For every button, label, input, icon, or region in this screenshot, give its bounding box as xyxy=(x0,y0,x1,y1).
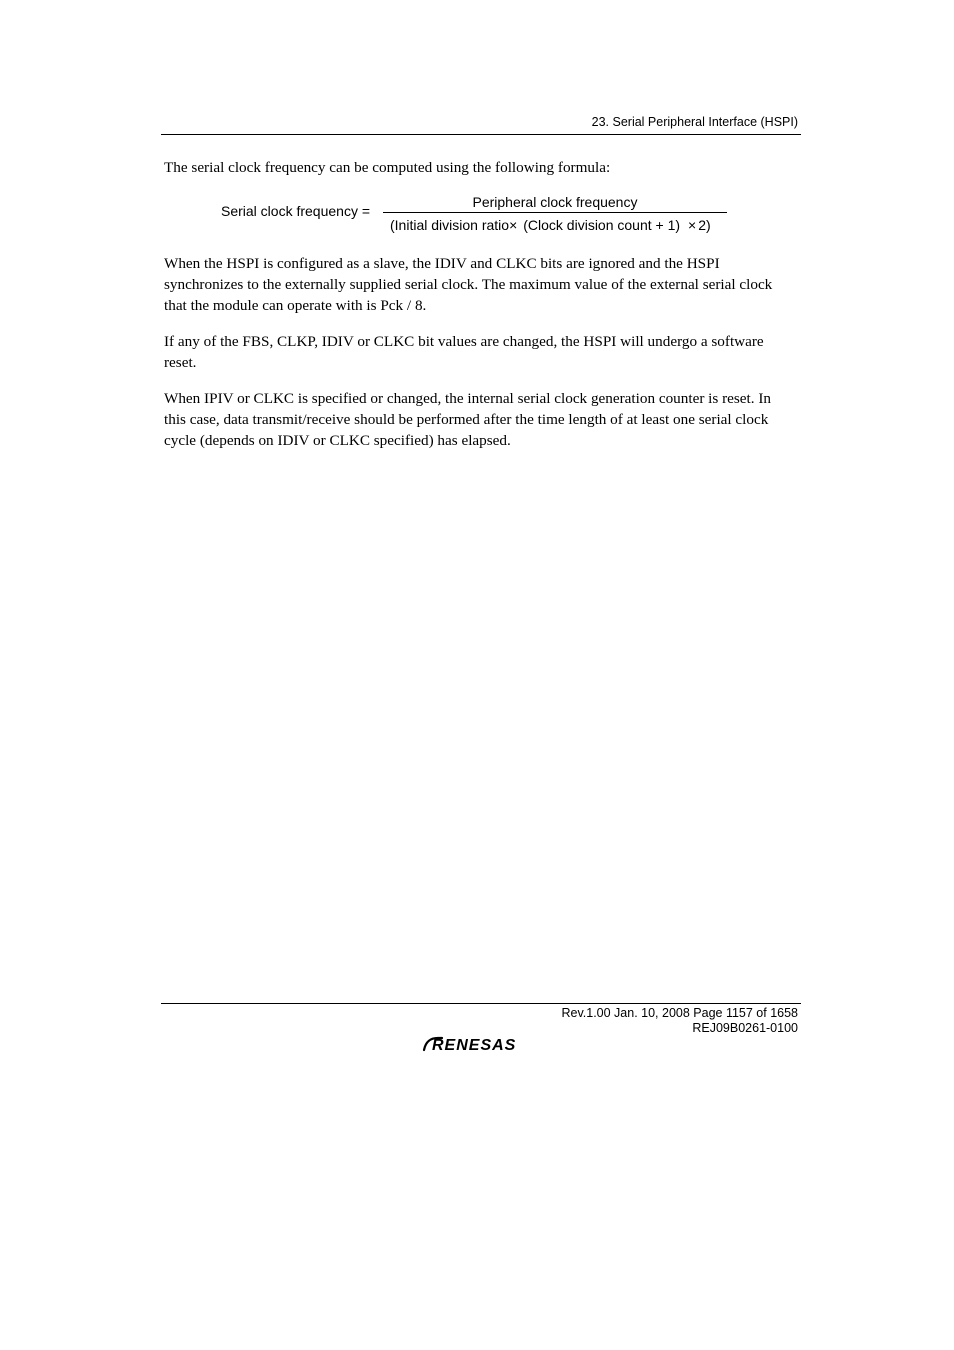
logo-wordmark: RENESAS xyxy=(432,1037,517,1054)
slave-mode-paragraph: When the HSPI is configured as a slave, the IDIV and CLKC bits are ignored and the HSPI synchronizes to the externally supplied serial clock. The maximum value of the external serial clock that the module can operate with is Pck / 8. xyxy=(164,255,773,314)
counter-reset-paragraph: When IPIV or CLKC is specified or changed, the internal serial clock generation counter is reset. In this case, data transmit/receive should be performed after the time length of at least one serial clock cycle (depends on IDIV or CLKC specified) has elapsed. xyxy=(164,390,772,449)
footer-rule xyxy=(161,1003,801,1004)
renesas-logo xyxy=(422,1032,542,1056)
multiply-sign: × xyxy=(688,217,697,233)
denominator-clock-count: (Clock division count + 1) xyxy=(523,217,681,233)
document-code: REJ09B0261-0100 xyxy=(692,1021,798,1035)
formula-lhs: Serial clock frequency = xyxy=(221,203,371,219)
formula-numerator: Peripheral clock frequency xyxy=(472,194,638,210)
denominator-factor: 2) xyxy=(698,217,711,233)
revision-info: Rev.1.00 Jan. 10, 2008 Page 1157 of 1658 xyxy=(561,1006,798,1020)
intro-paragraph: The serial clock frequency can be computed using the following formula: xyxy=(164,159,611,176)
running-header: 23. Serial Peripheral Interface (HSPI) xyxy=(591,115,798,129)
clock-frequency-formula xyxy=(221,192,741,240)
header-rule xyxy=(161,134,801,135)
formula-denominator xyxy=(390,217,711,233)
footer-info xyxy=(561,1006,798,1036)
denominator-initial-ratio: (Initial division ratio xyxy=(390,217,510,233)
software-reset-paragraph: If any of the FBS, CLKP, IDIV or CLKC bit values are changed, the HSPI will undergo a software reset. xyxy=(164,333,764,371)
multiply-sign: × xyxy=(509,217,518,233)
fraction-bar xyxy=(383,212,727,213)
